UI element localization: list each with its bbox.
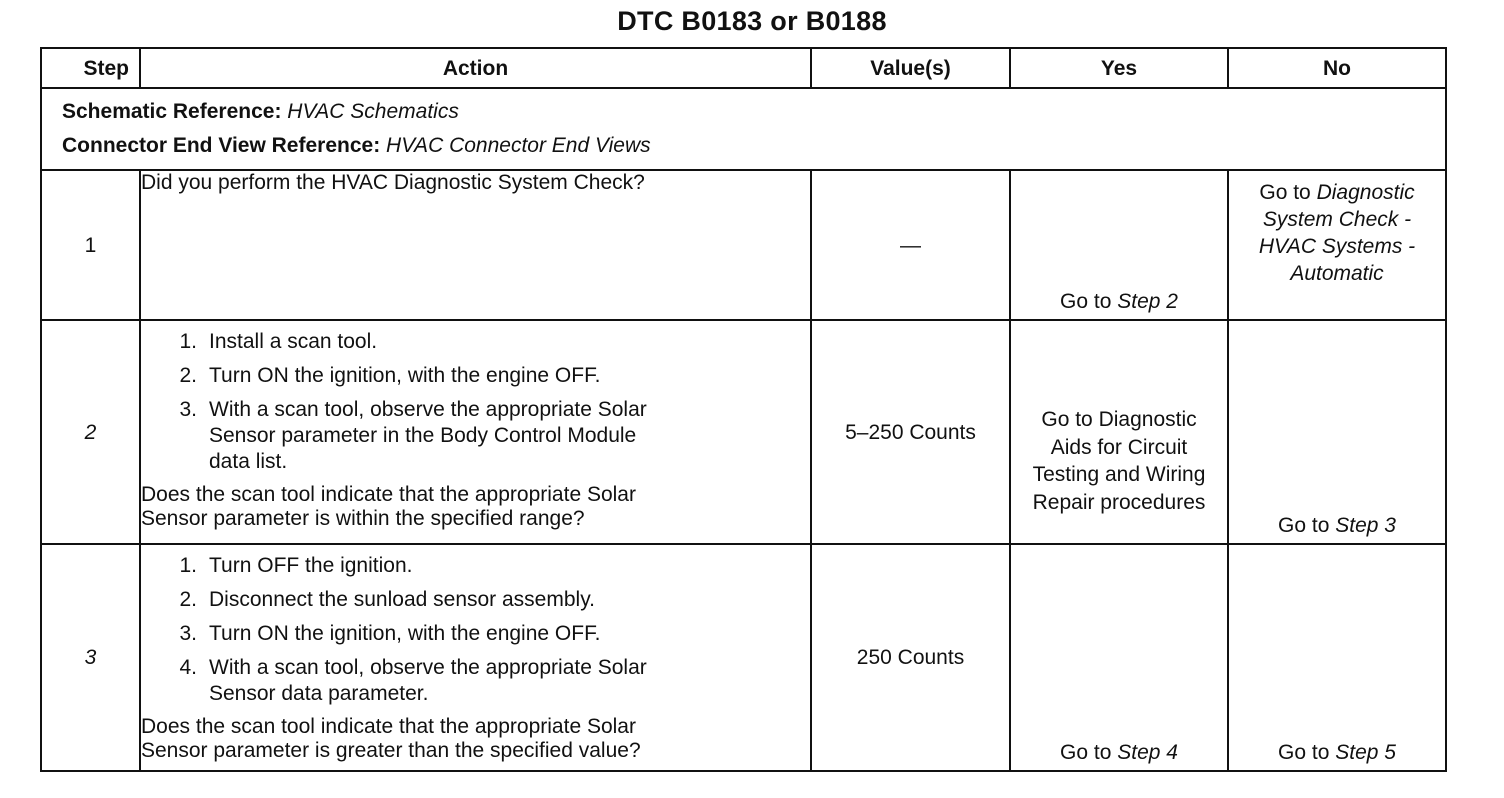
step-number: 1 [41, 170, 140, 320]
connector-reference-label: Connector End View Reference: [62, 134, 381, 157]
list-item: 2. Disconnect the sunload sensor assembly. [179, 588, 595, 611]
step-number: 2 [41, 320, 140, 544]
table-row [41, 170, 1446, 320]
action-cell [140, 320, 811, 544]
page-title: DTC B0183 or B0188 [617, 6, 887, 36]
action-cell [140, 170, 811, 320]
list-item: 2. Turn ON the ignition, with the engine OFF. [179, 364, 601, 387]
header-action: Action [140, 48, 811, 88]
yes-action[interactable]: Go to Diagnostic Aids for Circuit Testing and Wiring Repair procedures [1032, 408, 1206, 514]
schematic-reference-label: Schematic Reference: [62, 100, 282, 123]
action-cell [140, 544, 811, 771]
no-cell [1228, 170, 1446, 320]
header-row [41, 48, 1446, 88]
action-question: Does the scan tool indicate that the appropriate Solar Sensor parameter is greater than the specified value? [141, 715, 641, 762]
value-cell: — [811, 170, 1010, 320]
yes-cell [1010, 544, 1228, 771]
list-item: 4. With a scan tool, observe the appropriate Solar Sensor data parameter. [179, 656, 647, 705]
reference-row [41, 88, 1446, 170]
connector-reference-link[interactable]: HVAC Connector End Views [386, 134, 651, 157]
list-item: 1. Install a scan tool. [179, 330, 378, 353]
step-list [141, 329, 810, 475]
yes-cell [1010, 170, 1228, 320]
schematic-reference-link[interactable]: HVAC Schematics [287, 100, 459, 123]
header-values: Value(s) [811, 48, 1010, 88]
table-row [41, 544, 1446, 771]
yes-action[interactable]: Go to Step 4 [1060, 741, 1178, 764]
value-cell: 250 Counts [811, 544, 1010, 771]
connector-reference [62, 129, 1445, 163]
no-action[interactable]: Go to Diagnostic System Check - HVAC Systems - Automatic [1258, 181, 1416, 285]
header-no: No [1228, 48, 1446, 88]
no-action[interactable]: Go to Step 5 [1278, 741, 1396, 764]
no-action[interactable]: Go to Step 3 [1278, 514, 1396, 537]
no-cell [1228, 544, 1446, 771]
list-item: 3. With a scan tool, observe the appropriate Solar Sensor parameter in the Body Control Module data list. [179, 398, 647, 473]
yes-cell [1010, 320, 1228, 544]
action-question: Does the scan tool indicate that the appropriate Solar Sensor parameter is within the specified range? [141, 483, 636, 530]
header-step: Step [41, 48, 140, 88]
yes-action[interactable]: Go to Step 2 [1060, 290, 1178, 313]
diagnostic-table [40, 47, 1447, 772]
table-row [41, 320, 1446, 544]
list-item: 3. Turn ON the ignition, with the engine OFF. [179, 622, 601, 645]
no-cell [1228, 320, 1446, 544]
value-cell: 5–250 Counts [811, 320, 1010, 544]
step-number: 3 [41, 544, 140, 771]
schematic-reference [62, 95, 1445, 129]
header-yes: Yes [1010, 48, 1228, 88]
list-item: 1. Turn OFF the ignition. [179, 554, 413, 577]
action-question: Did you perform the HVAC Diagnostic System Check? [141, 171, 645, 194]
step-list [141, 553, 810, 707]
